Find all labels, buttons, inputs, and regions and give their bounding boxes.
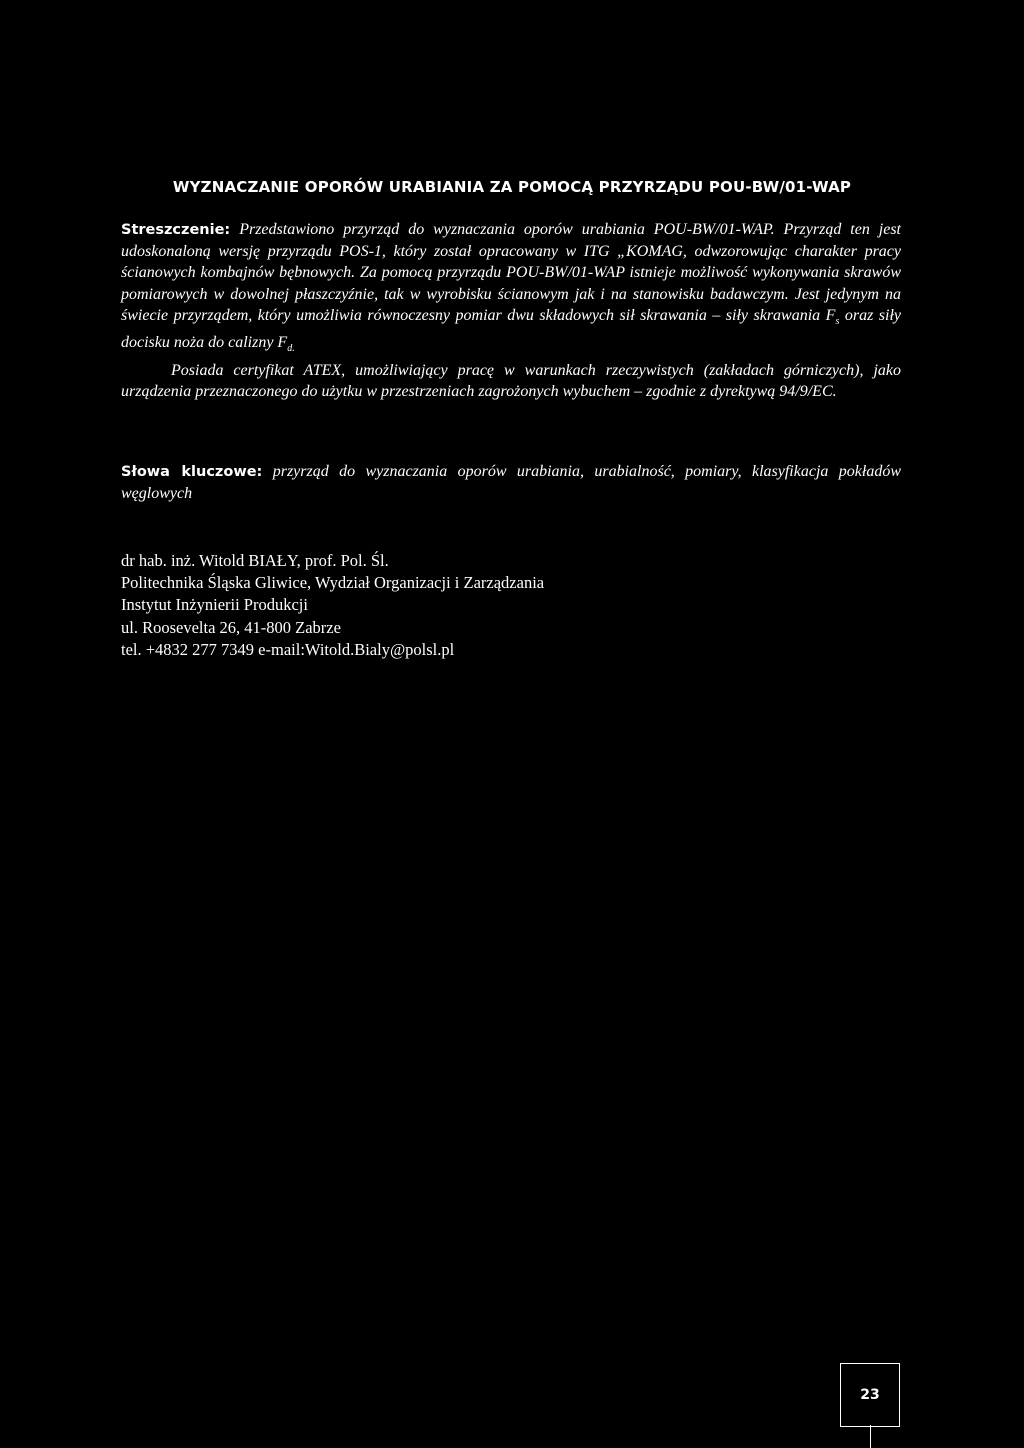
page-number-box	[840, 1363, 900, 1427]
abstract-text-a: Przedstawiono przyrząd do wyznaczania oporów urabiania POU-BW/01-WAP. Przyrząd ten jest udoskonaloną wersję przyrządu POS-1, który został opracowany w ITG „KOMAG, odwzorowując charakter pracy ścianowych kombajnów bębnowych. Za pomocą przyrządu POU-BW/01-WAP istnieje możliwość wykonywania skrawów pomiarowych w dowolnej płaszczyźnie, tak w wyrobisku ścianowym jak i na stanowisku badawczym. Jest jedynym na świecie przyrządem, który umożliwia równoczesny pomiar dwu składowych sił skrawania – siły skrawania F	[121, 221, 901, 324]
abstract-subscript-d: d.	[287, 343, 295, 355]
keywords-label: Słowa kluczowe:	[121, 464, 263, 480]
abstract	[121, 219, 901, 402]
abstract-paragraph-2: Posiada certyfikat ATEX, umożliwiający pracę w warunkach rzeczywistych (zakładach górniczych), jako urządzenia przeznaczonego do użytku w przestrzeniach zagrożonych wybuchem – zgodnie z dyrektywą 94/9/EC.	[121, 361, 901, 400]
author-block	[121, 550, 544, 661]
paper-title: WYZNACZANIE OPORÓW URABIANIA ZA POMOCĄ PRZYRZĄDU POU-BW/01-WAP	[172, 178, 852, 196]
author-institute: Instytut Inżynierii Produkcji	[121, 595, 308, 615]
keywords	[121, 461, 901, 505]
page-number-rule	[870, 1425, 871, 1448]
abstract-subscript-s: s	[835, 316, 840, 327]
abstract-text-b: oraz siły docisku noża do calizny F	[121, 306, 902, 352]
author-name: dr hab. inż. Witold BIAŁY, prof. Pol. Śl.	[121, 551, 389, 570]
author-affiliation: Politechnika Śląska Gliwice, Wydział Organizacji i Zarządzania	[121, 573, 545, 593]
abstract-label: Streszczenie:	[121, 222, 231, 238]
page-number: 23	[860, 1387, 880, 1403]
keywords-text: przyrząd do wyznaczania oporów urabiania, urabialność, pomiary, klasyfikacja pokładów węglowych	[121, 463, 901, 502]
author-address: ul. Roosevelta 26, 41-800 Zabrze	[121, 617, 341, 637]
abstract-paragraph-1	[121, 219, 901, 360]
author-contact: tel. +4832 277 7349 e-mail:Witold.Bialy@polsl.pl	[121, 639, 455, 659]
